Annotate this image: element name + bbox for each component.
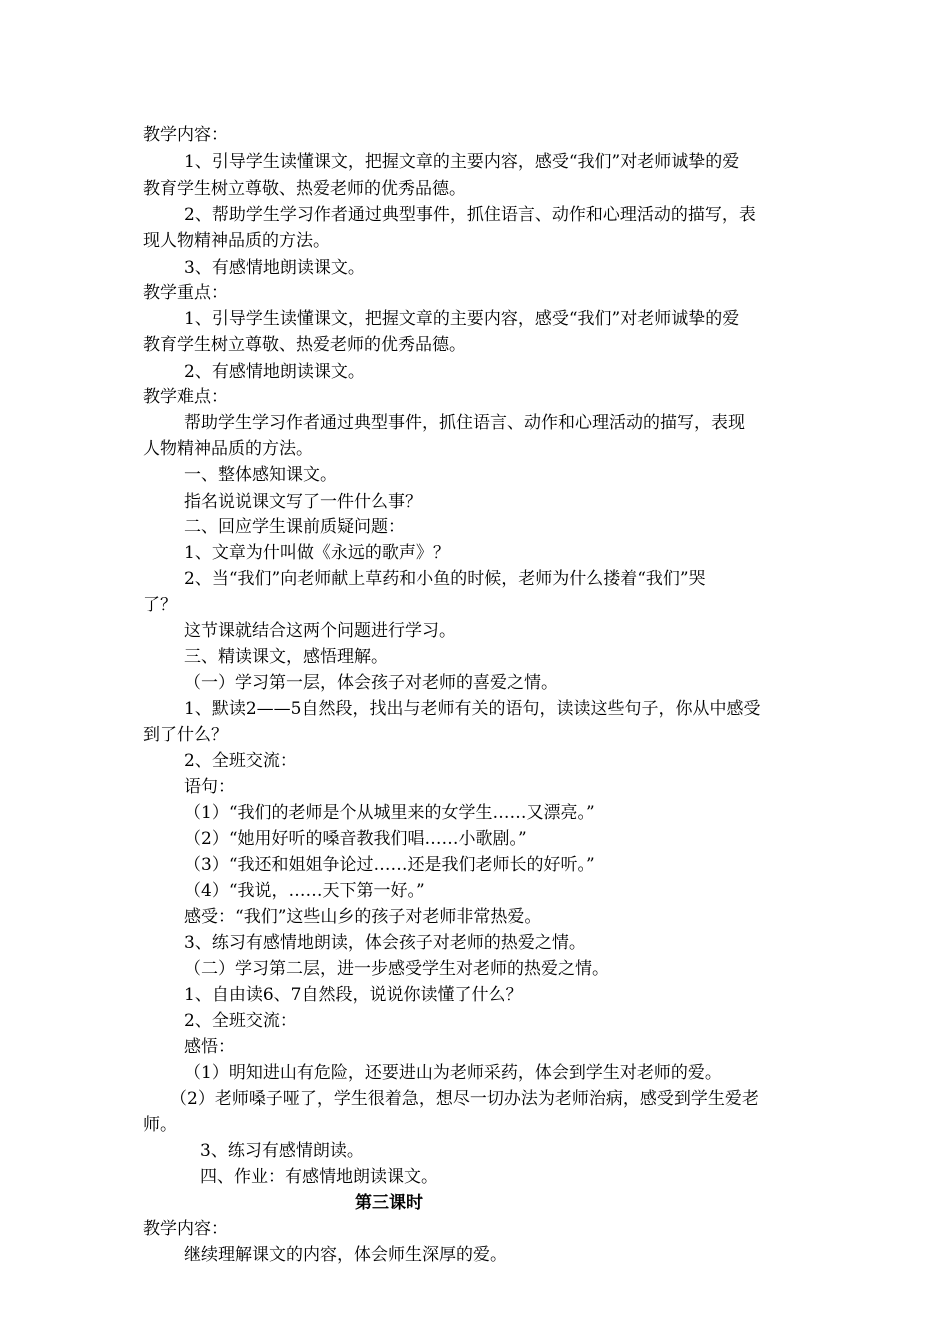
paragraph-line: 教育学生树立尊敬、热爱老师的优秀品德。 bbox=[143, 179, 466, 199]
paragraph-line: 1、默读2——5自然段，找出与老师有关的语句，读读这些句子，你从中感受 bbox=[184, 699, 761, 719]
paragraph-line: 二、回应学生课前质疑问题： bbox=[184, 517, 405, 537]
paragraph-line: 2、全班交流： bbox=[184, 1011, 297, 1031]
paragraph-line: 感悟： bbox=[184, 1037, 235, 1057]
section-heading-teaching-content: 教学内容： bbox=[143, 125, 228, 145]
paragraph-line: （3）“我还和姐姐争论过……还是我们老师长的好听。” bbox=[184, 855, 595, 875]
paragraph-line: （1）明知进山有危险，还要进山为老师采药，体会到学生对老师的爱。 bbox=[184, 1063, 722, 1083]
paragraph-line: 1、引导学生读懂课文，把握文章的主要内容，感受“我们”对老师诚挚的爱 bbox=[184, 309, 740, 329]
paragraph-line: 感受：“我们”这些山乡的孩子对老师非常热爱。 bbox=[184, 907, 542, 927]
paragraph-line: （一）学习第一层，体会孩子对老师的喜爱之情。 bbox=[184, 673, 558, 693]
paragraph-line: 三、精读课文，感悟理解。 bbox=[184, 647, 388, 667]
paragraph-line: 2、全班交流： bbox=[184, 751, 297, 771]
paragraph-line: 2、当“我们”向老师献上草药和小鱼的时候，老师为什么搂着“我们”哭 bbox=[184, 569, 706, 589]
paragraph-line: 2、帮助学生学习作者通过典型事件，抓住语言、动作和心理活动的描写，表 bbox=[184, 205, 756, 225]
paragraph-line: 3、有感情地朗读课文。 bbox=[184, 258, 365, 278]
paragraph-line: （二）学习第二层，进一步感受学生对老师的热爱之情。 bbox=[184, 959, 609, 979]
paragraph-line: 帮助学生学习作者通过典型事件，抓住语言、动作和心理活动的描写，表现 bbox=[184, 413, 745, 433]
paragraph-line: 继续理解课文的内容，体会师生深厚的爱。 bbox=[184, 1245, 507, 1265]
lesson-title: 第三课时 bbox=[355, 1193, 423, 1213]
paragraph-line: 1、自由读6、7自然段，说说你读懂了什么？ bbox=[184, 985, 523, 1005]
paragraph-line: 3、练习有感情地朗读，体会孩子对老师的热爱之情。 bbox=[184, 933, 586, 953]
section-heading-teaching-content: 教学内容： bbox=[143, 1219, 228, 1239]
paragraph-line: 一、整体感知课文。 bbox=[184, 465, 337, 485]
paragraph-line: 1、文章为什叫做《永远的歌声》？ bbox=[184, 543, 450, 563]
paragraph-line: 到了什么？ bbox=[143, 725, 228, 745]
paragraph-line: 指名说说课文写了一件什么事？ bbox=[184, 492, 422, 512]
paragraph-line: 四、作业：有感情地朗读课文。 bbox=[200, 1167, 438, 1187]
section-heading-key-points: 教学重点： bbox=[143, 283, 228, 303]
paragraph-line: 1、引导学生读懂课文，把握文章的主要内容，感受“我们”对老师诚挚的爱 bbox=[184, 152, 740, 172]
paragraph-line: 了？ bbox=[143, 595, 177, 615]
paragraph-line: 人物精神品质的方法。 bbox=[143, 439, 313, 459]
paragraph-line: （2）“她用好听的嗓音教我们唱……小歌剧。” bbox=[184, 829, 527, 849]
paragraph-line: 师。 bbox=[143, 1115, 177, 1135]
paragraph-line: 教育学生树立尊敬、热爱老师的优秀品德。 bbox=[143, 335, 466, 355]
paragraph-line: （4）“我说，……天下第一好。” bbox=[184, 881, 425, 901]
paragraph-line: 现人物精神品质的方法。 bbox=[143, 231, 330, 251]
section-heading-difficulties: 教学难点： bbox=[143, 387, 228, 407]
paragraph-line: 这节课就结合这两个问题进行学习。 bbox=[184, 621, 456, 641]
paragraph-line: 2、有感情地朗读课文。 bbox=[184, 362, 365, 382]
paragraph-line: （2）老师嗓子哑了，学生很着急，想尽一切办法为老师治病，感受到学生爱老 bbox=[170, 1089, 759, 1109]
paragraph-line: （1）“我们的老师是个从城里来的女学生……又漂亮。” bbox=[184, 803, 595, 823]
paragraph-line: 3、练习有感情朗读。 bbox=[200, 1141, 364, 1161]
paragraph-line: 语句： bbox=[184, 777, 235, 797]
